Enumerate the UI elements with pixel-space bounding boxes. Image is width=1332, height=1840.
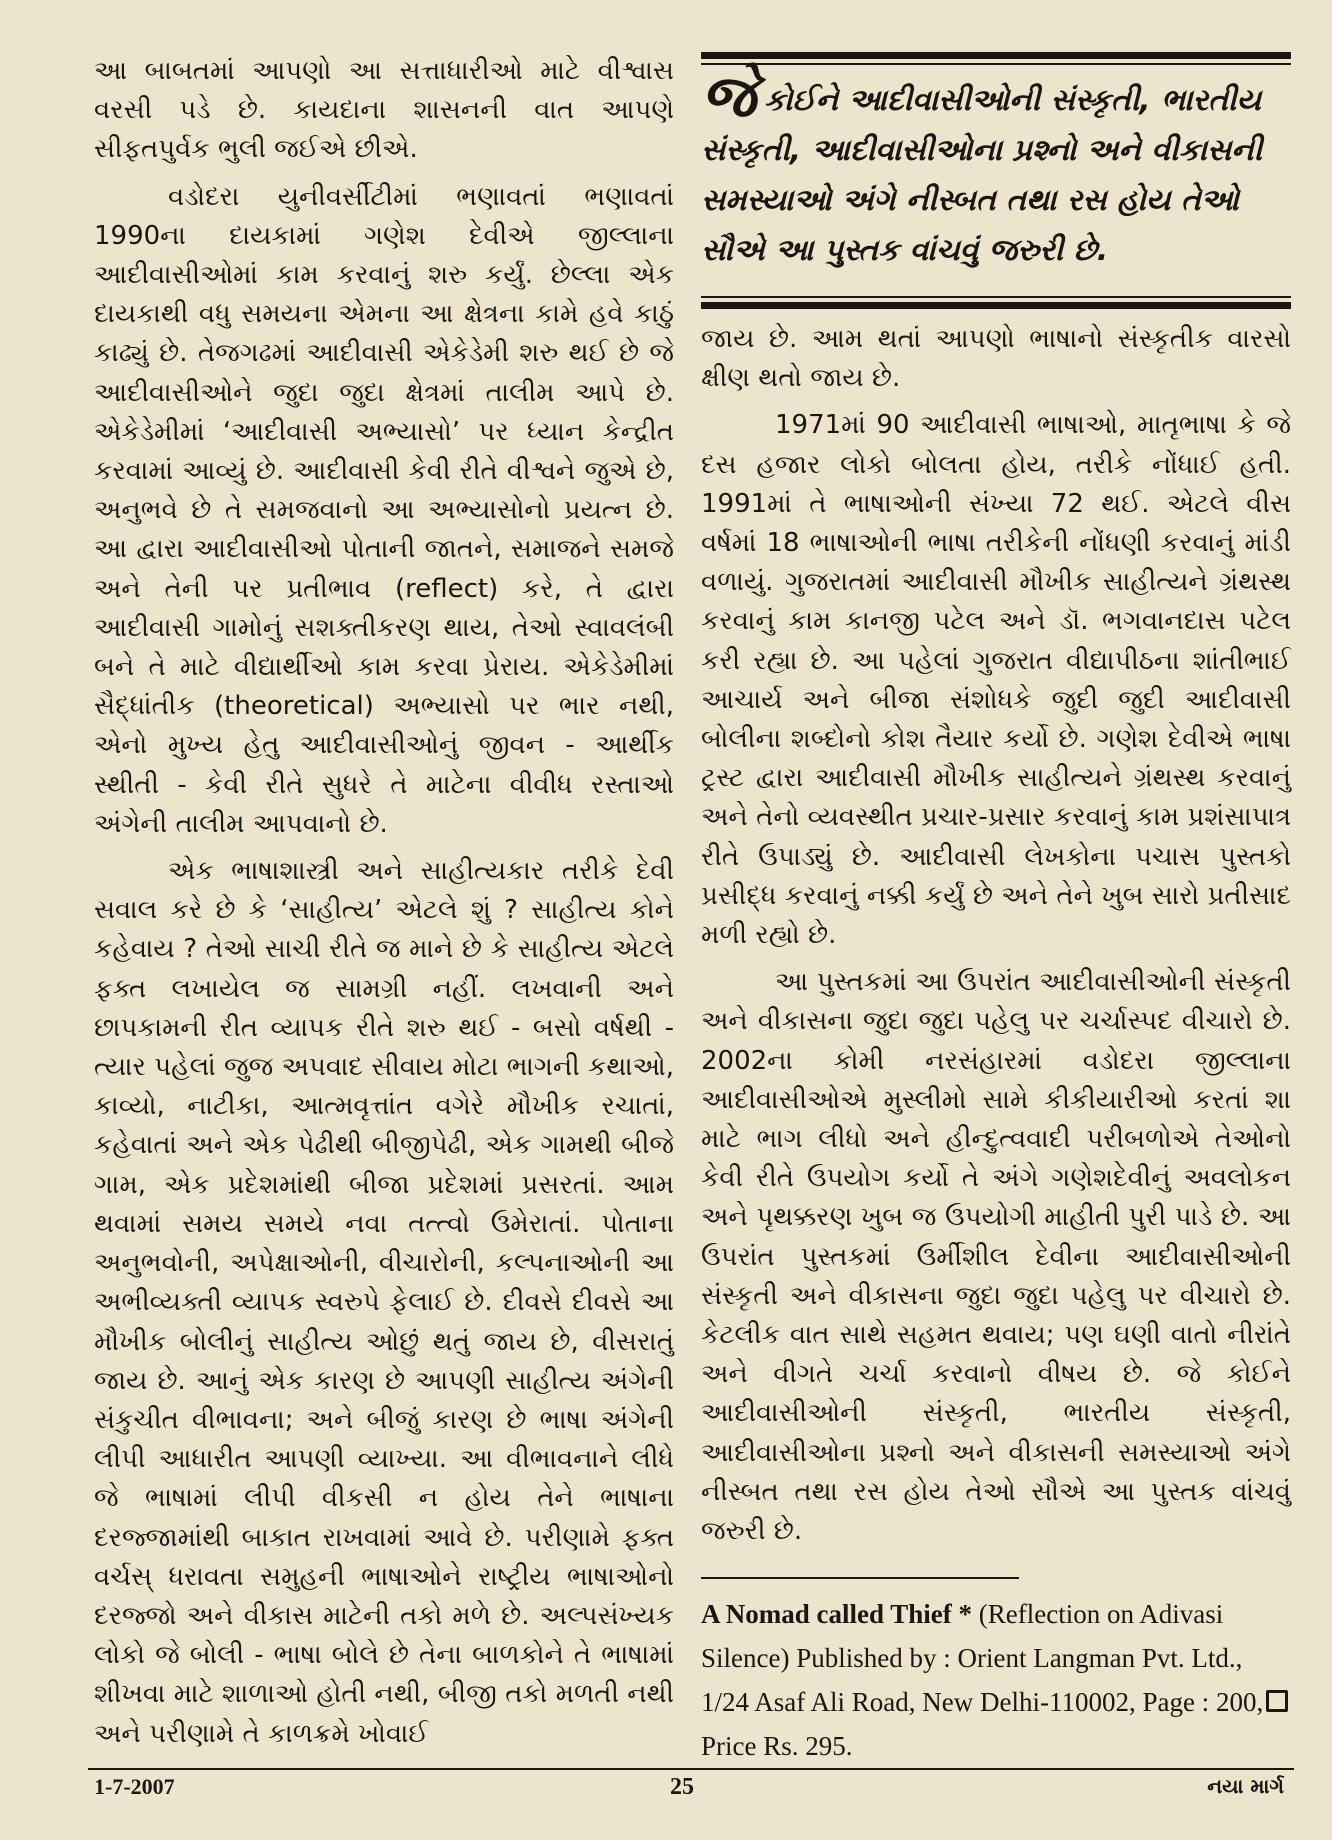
page-number: 25: [670, 1774, 694, 1800]
pullquote-bottom-rule: [701, 302, 1291, 309]
book-title: A Nomad called Thief *: [701, 1599, 973, 1629]
right-column: [701, 320, 1291, 1559]
body-paragraph: જાય છે. આમ થતાં આપણો ભાષાનો સંસ્કૃતીક વારસો ક્ષીણ થતો જાય છે.: [701, 324, 1291, 394]
end-of-article-icon: [1266, 1690, 1288, 1712]
pullquote-dropcap: જે: [701, 62, 756, 130]
footer-rule: [88, 1768, 1294, 1770]
left-column: [94, 52, 674, 1762]
book-reference: [701, 1592, 1291, 1768]
magazine-name: નયા માર્ગ: [1207, 1774, 1284, 1798]
body-paragraph: વડોદરા યુનીવર્સીટીમાં ભણાવતાં ભણાવતાં 1990ના દાયકામાં ગણેશ દેવીએ જીલ્લાના આદીવાસીઓમાં કામ કરવાનું શરુ કર્યું. છેલ્લા એક દાયકાથી વધુ સમયના એમના આ ક્ષેત્રના કામે હવે કાઠું કાઢ્યું છે. તેજગઢમાં આદીવાસી એકેડેમી શરુ થઈ છે જે આદીવાસીઓને જુદા જુદા ક્ષેત્રમાં તાલીમ આપે છે. એકેડેમીમાં ‘આદીવાસી અભ્યાસો’ પર ધ્યાન કેન્દ્રીત કરવામાં આવ્યું છે. આદીવાસી કેવી રીતે વીશ્વને જુએ છે, અનુભવે છે તે સમજવાનો આ અભ્યાસોનો પ્રયત્ન છે. આ દ્વારા આદીવાસીઓ પોતાની જાતને, સમાજને સમજે અને તેની પર પ્રતીભાવ (reflect) કરે, તે દ્વારા આદીવાસી ગામોનું સશક્તીકરણ થાય, તેઓ સ્વાવલંબી બને તે માટે વીદ્યાર્થીઓ કામ કરવા પ્રેરાય. એકેડેમીમાં સૈદ્ધાંતીક (theoretical) અભ્યાસો પર ભાર નથી, એનો મુખ્ય હેતુ આદીવાસીઓનું જીવન - આર્થીક સ્થીતી - કેવી રીતે સુધરે તે માટેના વીવીધ રસ્તાઓ અંગેની તાલીમ આપવાનો છે.: [94, 181, 674, 839]
pullquote-bottom-rule-thin: [701, 296, 1291, 298]
body-paragraph: 1971માં 90 આદીવાસી ભાષાઓ, માતૃભાષા કે જે દસ હજાર લોકો બોલતા હોય, તરીકે નોંધાઈ હતી. 1991માં તે ભાષાઓની સંખ્યા 72 થઈ. એટલે વીસ વર્ષમાં 18 ભાષાઓની ભાષા તરીકેની નોંધણી કરવાનું માંડી વળાયું. ગુજરાતમાં આદીવાસી મૌખીક સાહીત્યને ગ્રંથસ્થ કરવાનું કામ કાનજી પટેલ અને ડૉ. ભગવાનદાસ પટેલ કરી રહ્યા છે. આ પહેલાં ગુજરાત વીદ્યાપીઠના શાંતીભાઈ આચાર્ય અને બીજા સંશોધકે જુદી જુદી આદીવાસી બોલીના શબ્દોનો કોશ તૈયાર કર્યો છે. ગણેશ દેવીએ ભાષા ટ્રસ્ટ દ્વારા આદીવાસી મૌખીક સાહીત્યને ગ્રંથસ્થ કરવાનું અને તેનો વ્યવસ્થીત પ્રચાર-પ્રસાર કરવાનું કામ પ્રશંસાપાત્ર રીતે ઉપાડ્યું છે. આદીવાસી લેખકોના પચાસ પુસ્તકો પ્રસીદ્ધ કરવાનું નક્કી કર્યું છે અને તેને ખુબ સારો પ્રતીસાદ મળી રહ્યો છે.: [701, 410, 1291, 951]
body-paragraph: આ પુસ્તકમાં આ ઉપરાંત આદીવાસીઓની સંસ્કૃતી અને વીકાસના જુદા જુદા પહેલુ પર ચર્ચાસ્પદ વીચારો છે. 2002ના કોમી નરસંહારમાં વડોદરા જીલ્લાના આદીવાસીઓએ મુસ્લીમો સામે કીકીયારીઓ કરતાં શા માટે ભાગ લીધો અને હીન્દુત્વવાદી પરીબળોએ તેઓનો કેવી રીતે ઉપયોગ કર્યો તે અંગે ગણેશદેવીનું અવલોકન અને પૃથક્કરણ ખુબ જ ઉપયોગી માહીતી પુરી પાડે છે. આ ઉપરાંત પુસ્તકમાં ઉર્મીશીલ દેવીના આદીવાસીઓની સંસ્કૃતી અને વીકાસના જુદા જુદા પહેલુ પર વીચારો છે. કેટલીક વાત સાથે સહમત થવાય; પણ ઘણી વાતો નીરાંતે અને વીગતે ચર્ચા કરવાનો વીષય છે. જે કોઈને આદીવાસીઓની સંસ્કૃતી, ભારતીય સંસ્કૃતી, આદીવાસીઓના પ્રશ્નો અને વીકાસની સમસ્યાઓ અંગે નીસ્બત તથા રસ હોય તેઓ સૌએ આ પુસ્તક વાંચવું જરુરી છે.: [701, 967, 1291, 1547]
book-details: (Reflection on Adivasi Silence) Published by : Orient Langman Pvt. Ltd., 1/24 Asaf Ali Road, New Delhi-110002, Page : 200, Price Rs. 295.: [701, 1599, 1264, 1761]
pullquote: [701, 62, 1291, 276]
pullquote-top-rule-thin: [701, 63, 1291, 65]
body-paragraph: આ બાબતમાં આપણો આ સત્તાધારીઓ માટે વીશ્વાસ વરસી પડે છે. કાયદાના શાસનની વાત આપણે સીફતપુર્વક ભુલી જઈએ છીએ.: [94, 56, 674, 165]
pullquote-text: કોઈને આદીવાસીઓની સંસ્કૃતી, ભારતીય સંસ્કૃતી, આદીવાસીઓના પ્રશ્નો અને વીકાસની સમસ્યાઓ અંગે નીસ્બત તથા રસ હોય તેઓ સૌએ આ પુસ્તક વાંચવું જરુરી છે.: [701, 83, 1263, 268]
issue-date: 1-7-2007: [94, 1774, 175, 1799]
reference-divider: [701, 1577, 1019, 1579]
pullquote-top-rule: [701, 52, 1291, 59]
body-paragraph: એક ભાષાશાસ્ત્રી અને સાહીત્યકાર તરીકે દેવી સવાલ કરે છે કે ‘સાહીત્ય’ એટલે શું ? સાહીત્ય કોને કહેવાય ? તેઓ સાચી રીતે જ માને છે કે સાહીત્ય એટલે ફક્ત લખાયેલ જ સામગ્રી નહીં. લખવાની અને છાપકામની રીત વ્યાપક રીતે શરુ થઈ - બસો વર્ષથી - ત્યાર પહેલાં જુજ અપવાદ સીવાય મોટા ભાગની કથાઓ, કાવ્યો, નાટીકા, આત્મવૃત્તાંત વગેરે મૌખીક રચાતાં, કહેવાતાં અને એક પેઢીથી બીજીપેઢી, એક ગામથી બીજે ગામ, એક પ્રદેશમાંથી બીજા પ્રદેશમાં પ્રસરતાં. આમ થવામાં સમય સમયે નવા તત્ત્વો ઉમેરાતાં. પોતાના અનુભવોની, અપેક્ષાઓની, વીચારોની, કલ્પનાઓની આ અભીવ્યક્તી વ્યાપક સ્વરુપે ફેલાઈ છે. દીવસે દીવસે આ મૌખીક બોલીનું સાહીત્ય ઓછું થતું જાય છે, વીસરાતું જાય છે. આનું એક કારણ છે આપણી સાહીત્ય અંગેની સંકુચીત વીભાવના; અને બીજું કારણ છે ભાષા અંગેની લીપી આધારીત આપણી વ્યાખ્યા. આ વીભાવનાને લીધે જે ભાષામાં લીપી વીકસી ન હોય તેને ભાષાના દરજ્જામાંથી બાકાત રાખવામાં આવે છે. પરીણામે ફક્ત વર્ચસ્ ધરાવતા સમુહની ભાષાઓને રાષ્ટ્રીય ભાષાઓનો દરજ્જો અને વીકાસ માટેની તકો મળે છે. અલ્પસંખ્યક લોકો જે બોલી - ભાષા બોલે છે તેના બાળકોને તે ભાષામાં શીખવા માટે શાળાઓ હોતી નથી, બીજી તકો મળતી નથી અને પરીણામે તે કાળક્રમે ખોવાઈ: [94, 856, 674, 1749]
